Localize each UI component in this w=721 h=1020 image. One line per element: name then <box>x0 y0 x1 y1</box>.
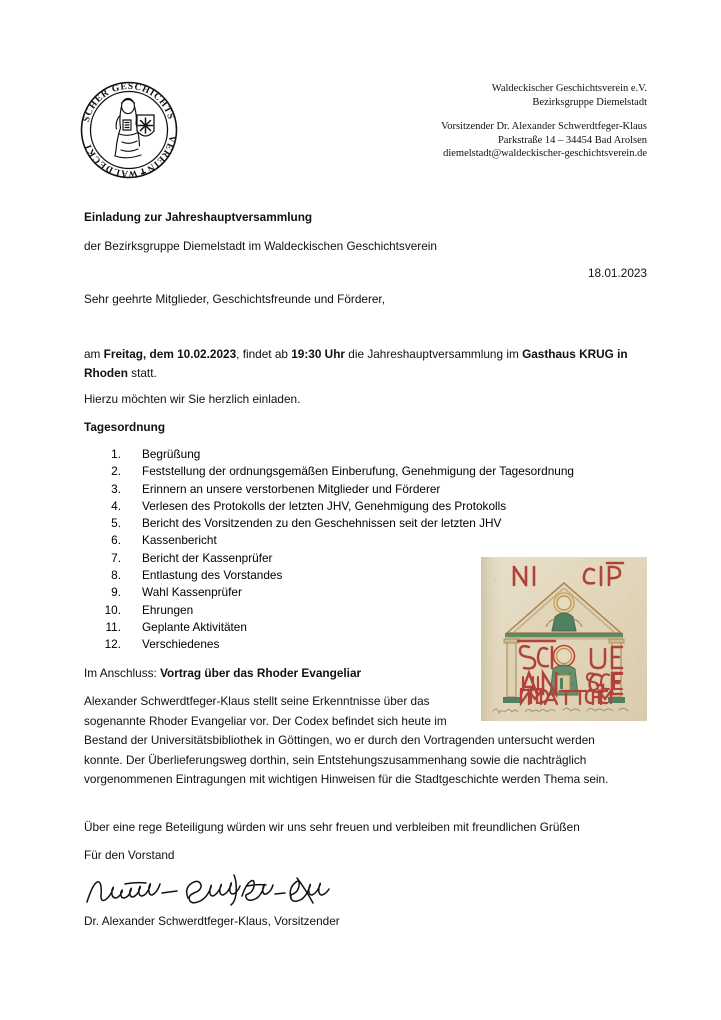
postal-address: Parkstraße 14 – 34454 Bad Arolsen <box>497 134 647 146</box>
meeting-date: Freitag, dem 10.02.2023 <box>103 347 237 361</box>
list-item-label: Bericht der Kassenprüfer <box>142 550 273 565</box>
organization-branch: Bezirksgruppe Diemelstadt <box>532 96 647 108</box>
lecture-line-5: vorgenommenen Eintragungen mit wichtigen Hinweisen für die Stadtgeschichte werden Thema sein. <box>84 772 609 786</box>
list-item-label: Ehrungen <box>142 602 194 617</box>
list-item-label: Verschiedenes <box>142 637 220 652</box>
list-item-label: Erinnern an unsere verstorbenen Mitglieder und Förderer <box>142 481 441 496</box>
meeting-mid2: die Jahreshauptversammlung im <box>345 347 523 361</box>
list-item-number: 1. <box>111 447 121 461</box>
list-item <box>84 481 624 498</box>
society-seal-logo <box>75 76 183 184</box>
meeting-venue: Gasthaus KRUG in Rhoden <box>84 347 628 380</box>
list-item-number: 6. <box>111 533 121 548</box>
list-item-number: 7. <box>111 550 121 565</box>
contact-block <box>317 120 647 161</box>
list-item-number: 3. <box>111 481 121 496</box>
letter-date: 18.01.2023 <box>587 266 647 280</box>
letterhead <box>0 0 721 190</box>
list-item-label: Bericht des Vorsitzenden zu den Geschehnissen seit der letzten JHV <box>142 516 502 531</box>
lecture-title: Vortrag über das Rhoder Evangeliar <box>160 666 362 680</box>
letter-title: Einladung zur Jahreshauptversammlung <box>84 210 313 224</box>
list-item-label: Verlesen des Protokolls der letzten JHV, Genehmigung des Protokolls <box>142 498 507 513</box>
list-item-label: Entlastung des Vorstandes <box>142 568 283 583</box>
meeting-details-paragraph <box>84 345 647 383</box>
chairman-name: Vorsitzender Dr. Alexander Schwerdtfeger-Klaus <box>440 121 647 133</box>
list-item-number: 12. <box>104 637 121 652</box>
list-item-number: 2. <box>111 464 121 479</box>
lecture-announcement <box>84 665 361 681</box>
list-item-label: Feststellung der ordnungsgemäßen Einberufung, Genehmigung der Tagesordnung <box>142 464 574 479</box>
lecture-line-2: sogenannte Rhoder Evangeliar vor. Der Codex befindet sich heute im <box>84 713 447 728</box>
list-item <box>84 446 624 463</box>
meeting-time: 19:30 Uhr <box>291 347 346 361</box>
letterhead-address <box>317 82 647 161</box>
list-item-number: 10. <box>104 602 121 617</box>
email-address: diemelstadt@waldeckischer-geschichtsverein.de <box>443 148 647 160</box>
board-line: Für den Vorstand <box>84 848 175 862</box>
svg-text:SCHER GESCHICHTS: SCHER GESCHICHTS <box>81 81 176 124</box>
invitation-sentence: Hierzu möchten wir Sie herzlich einladen. <box>84 392 301 406</box>
closing-sentence: Über eine rege Beteiligung würden wir uns sehr freuen und verbleiben mit freundlichen Grüßen <box>84 820 580 834</box>
rhoder-evangeliar-manuscript-image <box>481 557 647 721</box>
handwritten-signature <box>84 872 344 910</box>
meeting-post: statt. <box>127 366 157 380</box>
list-item-label: Kassenbericht <box>142 533 217 548</box>
lecture-line-1: Alexander Schwerdtfeger-Klaus stellt seine Erkenntnisse über das <box>84 694 430 708</box>
list-item-label: Geplante Aktivitäten <box>142 619 247 634</box>
meeting-mid1: , findet ab <box>236 347 292 361</box>
agenda-heading: Tagesordnung <box>84 420 166 434</box>
organization-name: Waldeckischer Geschichtsverein e.V. <box>491 83 647 94</box>
list-item-label: Begrüßung <box>142 447 201 461</box>
lecture-prefix: Im Anschluss: <box>84 666 161 680</box>
meeting-pre: am <box>84 347 104 361</box>
list-item-label: Wahl Kassenprüfer <box>142 585 242 600</box>
list-item <box>84 532 624 549</box>
salutation: Sehr geehrte Mitglieder, Geschichtsfreunde und Förderer, <box>84 292 385 306</box>
list-item-number: 8. <box>111 568 121 583</box>
list-item <box>84 498 624 515</box>
svg-text:VEREIN✝WALDECKI: VEREIN✝WALDECKI <box>83 134 177 179</box>
letter-subtitle: der Bezirksgruppe Diemelstadt im Waldeckischen Geschichtsverein <box>84 239 437 253</box>
list-item-number: 5. <box>111 516 121 531</box>
lecture-line-4: konnte. Der Überlieferungsweg dorthin, sein Entstehungszusammenhang sowie die nachträglich <box>84 752 587 767</box>
list-item <box>84 515 624 532</box>
organization-block <box>317 82 647 109</box>
list-item <box>84 463 624 480</box>
lecture-line-3: Bestand der Universitätsbibliothek in Göttingen, wo er durch den Vortragenden untersucht werden <box>84 733 595 747</box>
list-item-number: 11. <box>105 619 121 634</box>
list-item-number: 4. <box>111 498 121 513</box>
list-item-number: 9. <box>111 585 121 600</box>
signer-name: Dr. Alexander Schwerdtfeger-Klaus, Vorsitzender <box>84 914 340 928</box>
